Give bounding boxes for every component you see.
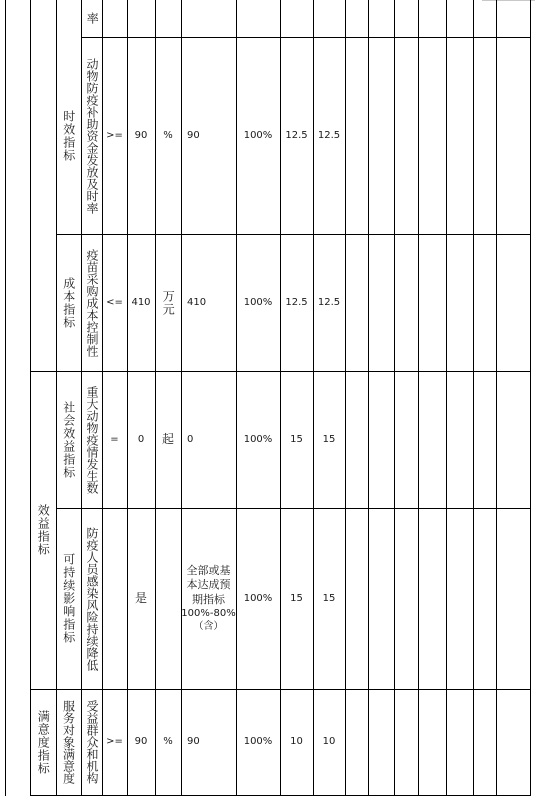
col-border xyxy=(345,0,346,796)
score-cell: 10 xyxy=(322,736,336,747)
actual-value-range: 100%-80%（含） xyxy=(181,607,236,632)
level2-indicator-cell: 效益指标 xyxy=(36,504,51,556)
operator-cell xyxy=(102,508,127,689)
operator-cell: >= xyxy=(106,129,123,141)
target-value-cell: 410 xyxy=(131,296,151,308)
unit-cell: 万元 xyxy=(161,289,176,316)
level3-indicator-cell: 时效指标 xyxy=(61,109,76,162)
operator-cell: = xyxy=(110,433,119,445)
col-border xyxy=(368,0,369,796)
score-cell: 15 xyxy=(322,433,336,445)
indicator-name-cell: 率 xyxy=(85,12,100,25)
actual-value-cell: 90 xyxy=(187,736,200,747)
indicator-name-cell: 疫苗采购成本控制性 xyxy=(85,248,99,357)
page-edge-mark xyxy=(482,0,535,1)
weight-cell: 12.5 xyxy=(285,296,308,308)
completion-rate-cell: 100% xyxy=(243,736,273,747)
score-cell: 12.5 xyxy=(317,129,341,141)
col-border xyxy=(496,0,497,796)
operator-cell: >= xyxy=(106,736,123,747)
col-border xyxy=(418,0,419,796)
actual-value-cell xyxy=(181,508,236,689)
col-border xyxy=(530,0,531,796)
actual-value-cell: 410 xyxy=(187,296,207,308)
weight-cell: 12.5 xyxy=(285,129,308,141)
indicator-name-cell: 重大动物疫情发生数 xyxy=(85,385,99,494)
level3-indicator-cell: 可持续影响指标 xyxy=(61,553,76,644)
actual-value-cell: 0 xyxy=(187,433,194,445)
col-border xyxy=(5,0,6,796)
indicator-name-cell: 动物防疫补助资金发放及时率 xyxy=(85,57,99,214)
target-value-cell: 90 xyxy=(134,129,148,141)
level2-indicator-cell: 满意度指标 xyxy=(36,709,51,775)
col-border xyxy=(394,0,395,796)
actual-value-cell: 90 xyxy=(187,129,200,141)
level3-indicator-cell: 社会效益指标 xyxy=(61,400,76,479)
unit-cell xyxy=(155,508,181,689)
level3-indicator-cell: 服务对象满意度 xyxy=(61,700,76,784)
weight-cell: 15 xyxy=(290,433,303,445)
completion-rate-cell: 100% xyxy=(243,433,273,445)
weight-cell: 10 xyxy=(290,736,303,747)
target-value-cell: 90 xyxy=(134,736,148,747)
score-cell: 12.5 xyxy=(317,296,341,308)
col-border xyxy=(473,0,474,796)
level3-indicator-cell: 成本指标 xyxy=(61,276,76,329)
unit-cell: 起 xyxy=(161,432,174,447)
indicator-name-cell: 受益群众和机构 xyxy=(85,700,99,784)
operator-cell: <= xyxy=(106,296,123,308)
col-border xyxy=(446,0,447,796)
actual-value-main: 全部或基本达成预期指标 xyxy=(186,564,231,606)
unit-cell: % xyxy=(163,129,173,141)
weight-cell: 15 xyxy=(290,592,303,604)
completion-rate-cell: 100% xyxy=(243,592,273,604)
completion-rate-cell: 100% xyxy=(243,296,273,308)
indicator-name-cell: 防疫人员感染风险持续降低 xyxy=(85,526,99,671)
completion-rate-cell: 100% xyxy=(243,129,273,141)
target-value-cell: 是 xyxy=(134,591,147,606)
score-cell: 15 xyxy=(322,592,336,604)
target-value-cell: 0 xyxy=(137,433,145,445)
unit-cell: % xyxy=(163,736,173,747)
